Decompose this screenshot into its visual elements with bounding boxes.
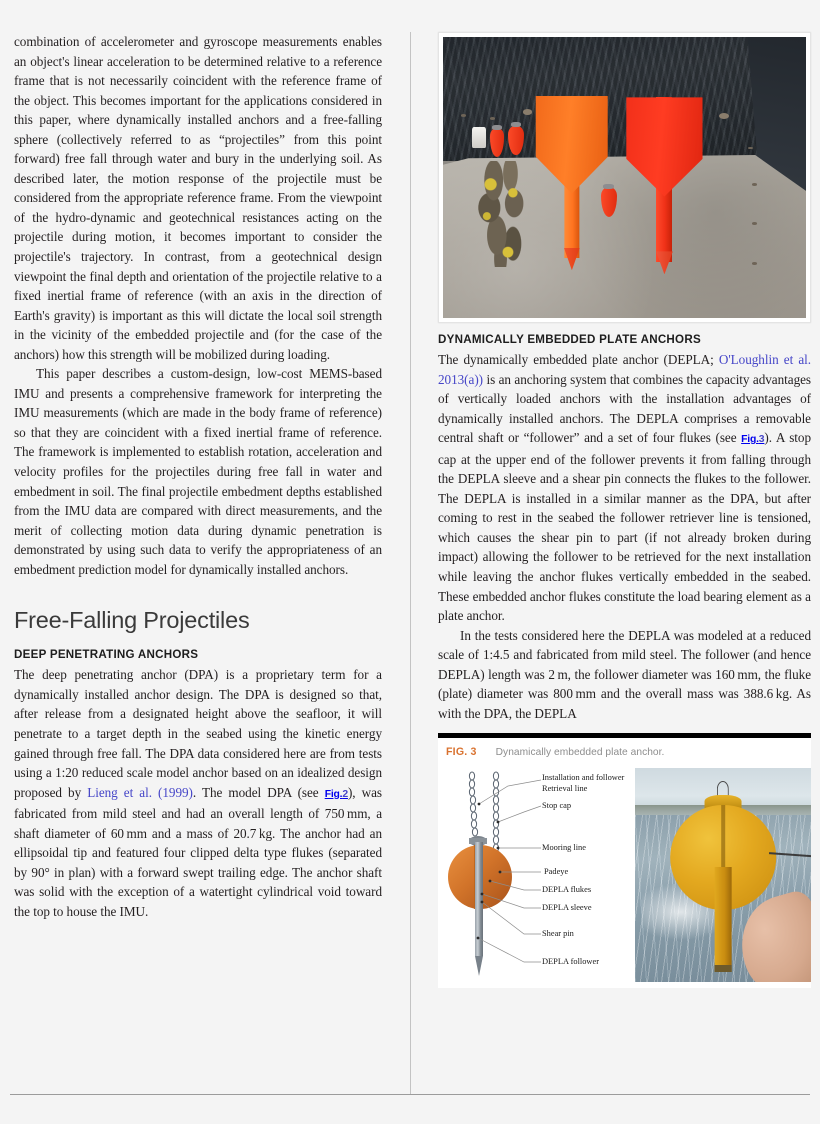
figure-3-content: [438, 762, 811, 988]
schematic-label-shear-pin: Shear pin: [542, 929, 574, 939]
figure-3-caption-text: Dynamically embedded plate anchor.: [495, 747, 665, 759]
white-cap-component: [472, 127, 486, 148]
subsection-heading-dpa: DEEP PENETRATING ANCHORS: [14, 648, 199, 662]
figref-2-prefix: Fig.: [324, 788, 343, 800]
figref-3-number: 3: [758, 434, 765, 446]
figure-3-caption: [438, 738, 811, 762]
dpa-text-3: ), was fabricated from mild steel and had an overall length of 750 mm, a shaft diameter of 60 mm and a mass of 20.7 kg. The anchor had an ellipsoidal tip and featured four clipped delta type flukes (separated by 90° in plan) with a forward swept trailing edge. The anchor shaft was solid with the exception of a watertight cylindrical void toward the top to house the IMU.: [14, 784, 382, 919]
figure-3: [438, 733, 811, 988]
schematic-label-stop-cap: Stop cap: [542, 801, 572, 811]
figure-reference-3[interactable]: [741, 434, 764, 445]
depla-schematic: [438, 762, 646, 988]
anchor-tip: [564, 248, 580, 271]
column-divider: [410, 32, 411, 1095]
figure-3-label: FIG. 3: [446, 746, 477, 759]
subsection-heading-depla: DYNAMICALLY EMBEDDED PLATE ANCHORS: [438, 333, 701, 346]
paragraph-continuation: combination of accelerometer and gyroscope measurements enables an object's linear acceleration to be determined relative to a reference frame that is not necessarily coincident with the reference frame of the object. This becomes important for the applications considered in this paper, where dynamically installed anchors and a free-falling sphere (collectively referred to as “projectiles” from this point forward) free fall through water and bury in the underlying soil. As described later, the motion response of the projectile must be considered from the appropriate reference frame. From the viewpoint of the hydro-dynamic and geotechnical resistances acting on the projectile during motion, it becomes important to consider the projectile's trajectory. In contrast, from a geotechnical design viewpoint the final depth and orientation of the projectile relative to a fixed inertial frame of reference (with an axis in the direction of Earth's gravity) is important as this will dictate the local soil strength in the vicinity of the embedded projectile and (for the case of the anchors) how this strength will be mobilized during loading.: [14, 34, 382, 362]
dpa-anchor-orange: [536, 96, 609, 270]
depla-text-3: ). A stop cap at the upper end of the follower prevents it from falling through the DEPLA sleeve and a shear pin connects the flukes to the follower. The DEPLA is installed in a similar manner as the DPA, but after coming to rest in the seabed the follower retriever line is tensioned, which causes the shear pin to part (if not already broken during impact) allowing the follower to be retrieved for the next installation while leaving the anchor flukes vertically embedded in the seabed. These embedded anchor flukes constitute the load bearing element as a plate anchor.: [438, 430, 811, 624]
left-column: [14, 32, 382, 921]
schematic-label-depla-follower: DEPLA follower: [542, 957, 599, 967]
photo-depla-follower: [715, 867, 732, 972]
figure-dpa-photo: [438, 32, 811, 323]
paragraph-dpa: [14, 665, 382, 921]
depla-schematic-svg: [438, 762, 646, 988]
spacer: [438, 323, 811, 333]
paragraph-depla: [438, 350, 811, 626]
schematic-label-mooring-line: Mooring line: [542, 843, 586, 853]
schematic-label-depla-flukes: DEPLA flukes: [542, 885, 592, 895]
depla-text-2: is an anchoring system that combines the capacity advantages of vertically loaded anchors with the installation advantages of dynamically installed anchors. The DEPLA comprises a removable central shaft or “follower” and a set of four flukes (see: [438, 371, 811, 446]
anchor-tip: [656, 251, 673, 274]
dpa-text-2: . The model DPA (see: [192, 784, 325, 800]
dock-fitting-right-icon: [719, 113, 729, 119]
schematic-label-padeye: Padeye: [544, 867, 569, 877]
paragraph-depla-model: In the tests considered here the DEPLA was modeled at a reduced scale of 1:4.5 and fabricated from mild steel. The follower (and hence DEPLA) length was 2 m, the follower diameter was 160 mm, the fluke (plate) diameter was 800 mm and the overall mass was 388.6 kg. As with the DPA, the DEPLA: [438, 627, 811, 721]
schematic-label-retrieval-line: Retrieval line: [542, 784, 588, 794]
anchor-flukes: [626, 97, 702, 196]
dock-stud-icon: [752, 183, 757, 186]
page-bottom-rule: [10, 1094, 810, 1095]
depla-text-1: The dynamically embedded plate anchor (DEPLA;: [438, 352, 719, 367]
citation-link-lieng[interactable]: Lieng et al. (1999): [87, 784, 193, 800]
citation-link-oloughlin[interactable]: O'Loughlin et al. 2013(a)): [438, 352, 811, 387]
figref-3-prefix: Fig.: [741, 434, 759, 446]
dpa-photo-image: [443, 37, 806, 318]
dpa-anchor-red: [626, 97, 702, 274]
right-column: [438, 32, 811, 988]
paragraph-imu-framework: This paper describes a custom-design, low-cost MEMS-based IMU and presents a comprehensive framework for interpreting the IMU measurements (which are made in the body frame of reference) so that they are coincident with a fixed inertial frame of reference. The framework is implemented to establish rotation, acceleration and velocity profiles for the projectiles during free fall in water and embedment in soil. The final projectile embedment depths established from the IMU data are compared with direct measurements, and the merit of collecting motion data during dynamic penetration is demonstrated by using such data to verify the appropriateness of an embedment prediction model for dynamically installed anchors.: [14, 366, 382, 577]
page-title: Free-Falling Projectiles: [14, 607, 250, 634]
schematic-label-installation-follower: Installation and follower: [542, 773, 625, 783]
dock-stud-icon: [752, 262, 757, 265]
schematic-label-depla-sleeve: DEPLA sleeve: [542, 903, 592, 913]
dpa-text-1: The deep penetrating anchor (DPA) is a proprietary term for a dynamically installed anchor design. The DPA is designed so that, after release from a designated height above the seafloor, it will penetrate to a target depth in the seabed using the kinetic energy gained through free fall. The DPA data considered here are from tests using a 1:20 reduced scale model anchor based on an idealized design proposed by: [14, 667, 382, 800]
coiled-rope: [472, 161, 534, 268]
depla-photo: [635, 768, 811, 982]
anchor-flukes: [536, 96, 609, 194]
figref-2-number: 2: [342, 788, 348, 800]
follower-tip: [475, 956, 483, 976]
figure-reference-2[interactable]: [325, 789, 348, 800]
